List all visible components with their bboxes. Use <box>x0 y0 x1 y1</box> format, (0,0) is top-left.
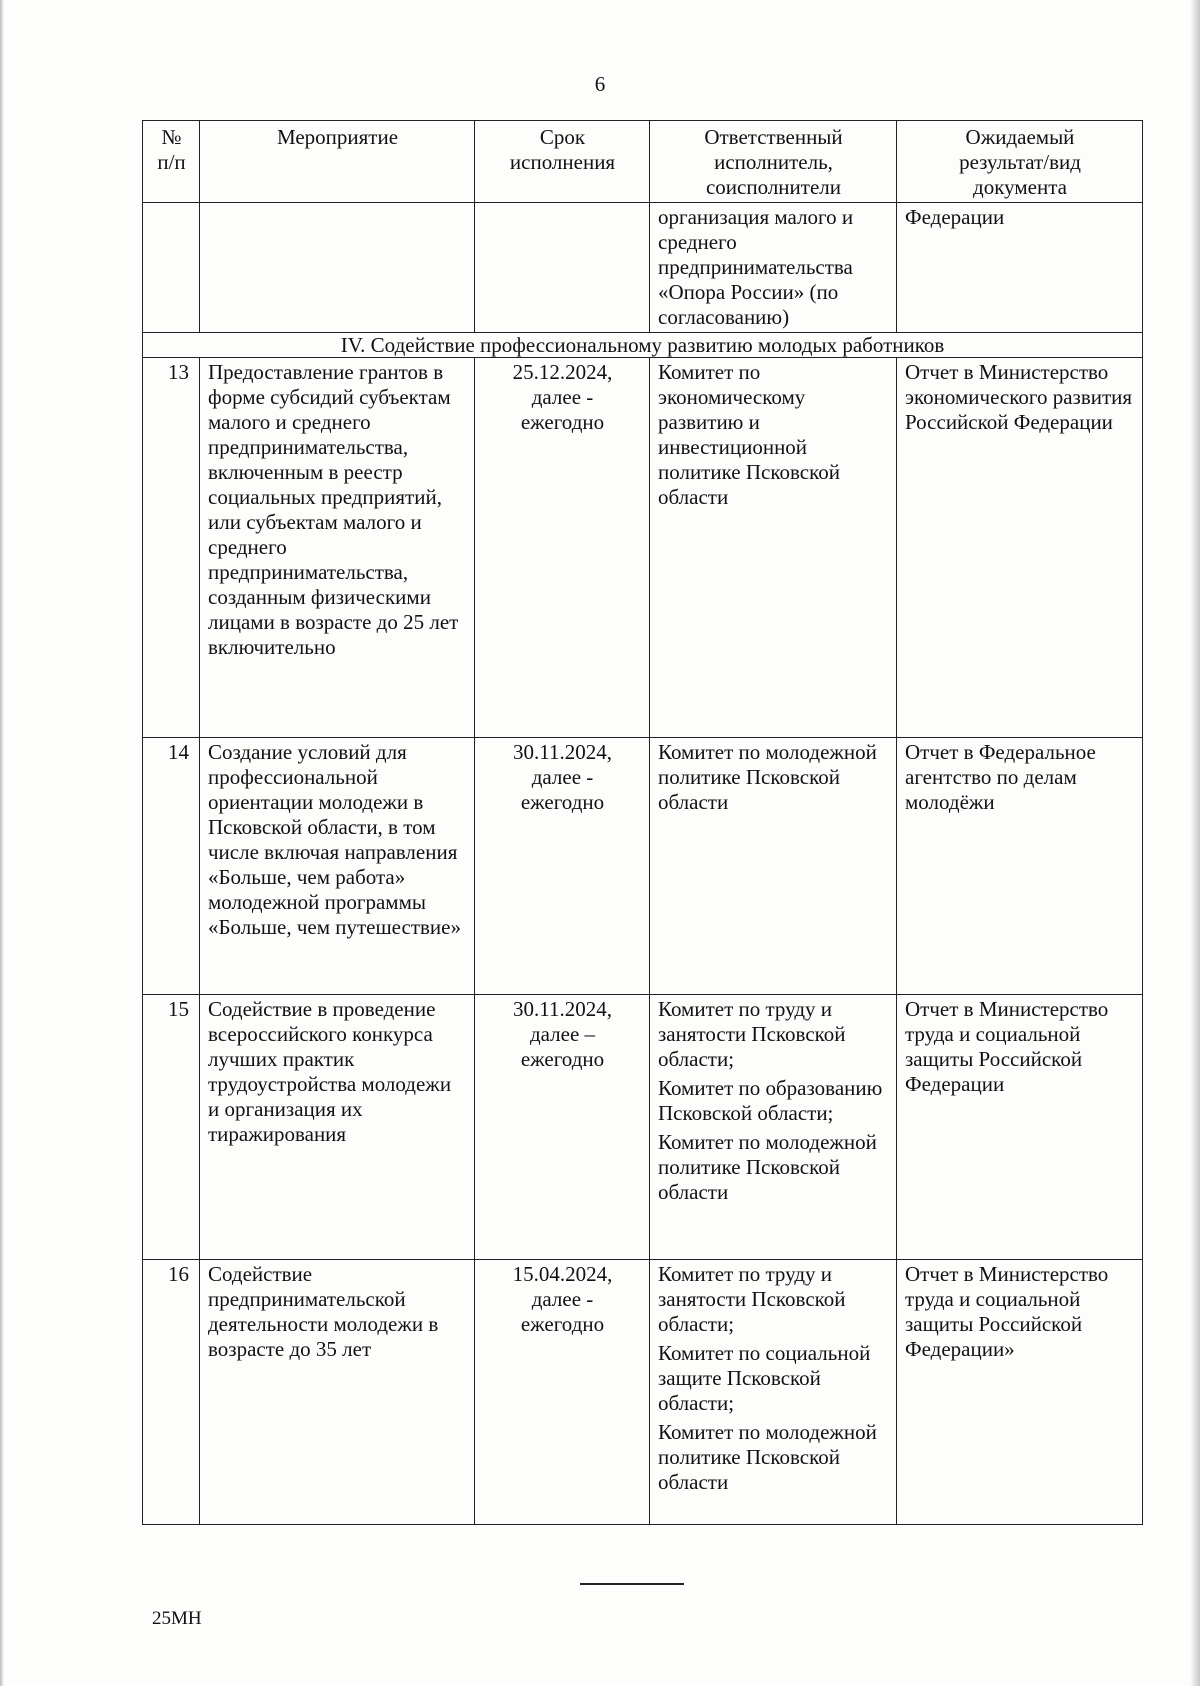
section-title: IV. Содействие профессиональному развитию молодых работников <box>143 333 1143 358</box>
row-responsible <box>650 738 897 995</box>
row-deadline: 15.04.2024, далее - ежегодно <box>475 1260 650 1525</box>
responsible-item: Комитет по труду и занятости Псковской области; <box>658 997 846 1071</box>
responsible-item: Комитет по социальной защите Псковской области; <box>658 1341 871 1415</box>
continuation-row <box>143 203 1143 333</box>
row-num: 14 <box>143 738 200 995</box>
header-result: Ожидаемый результат/вид документа <box>897 121 1143 203</box>
responsible-item: Комитет по молодежной политике Псковской области <box>658 1130 877 1204</box>
page-number: 6 <box>594 72 606 96</box>
header-deadline: Срок исполнения <box>475 121 650 203</box>
continuation-deadline <box>475 203 650 333</box>
header-num: № п/п <box>143 121 200 203</box>
table-row <box>143 738 1143 995</box>
row-event: Создание условий для профессиональной ориентации молодежи в Псковской области, в том числе включая направления «Больше, чем работа» молодежной программы «Больше, чем путешествие» <box>200 738 475 995</box>
footer-separator-line <box>580 1583 684 1585</box>
header-event: Мероприятие <box>200 121 475 203</box>
plan-table <box>142 120 1143 1525</box>
row-event: Предоставление грантов в форме субсидий субъектам малого и среднего предпринимательства, включенным в реестр социальных предприятий, или субъектам малого и среднего предпринимательства, созданным физическими лицами в возрасте до 25 лет включительно <box>200 358 475 738</box>
row-result: Отчет в Министерство труда и социальной защиты Российской Федерации» <box>897 1260 1143 1525</box>
scan-edge-right <box>1190 0 1200 1686</box>
responsible-item: Комитет по молодежной политике Псковской области <box>658 1420 877 1494</box>
document-code: 25МН <box>152 1608 202 1629</box>
row-result: Отчет в Федеральное агентство по делам молодёжи <box>897 738 1143 995</box>
row-deadline: 30.11.2024, далее – ежегодно <box>475 995 650 1260</box>
continuation-num <box>143 203 200 333</box>
row-event: Содействие в проведение всероссийского конкурса лучших практик трудоустройства молодежи и организация их тиражирования <box>200 995 475 1260</box>
continuation-event <box>200 203 475 333</box>
scan-edge-left <box>0 0 4 1686</box>
continuation-responsible: организация малого и среднего предпринимательства «Опора России» (по согласованию) <box>650 203 897 333</box>
continuation-result: Федерации <box>897 203 1143 333</box>
table-row <box>143 358 1143 738</box>
row-responsible <box>650 358 897 738</box>
row-num: 13 <box>143 358 200 738</box>
responsible-item: Комитет по экономическому развитию и инвестиционной политике Псковской области <box>658 360 840 509</box>
table-row <box>143 995 1143 1260</box>
row-deadline: 30.11.2024, далее - ежегодно <box>475 738 650 995</box>
row-num: 16 <box>143 1260 200 1525</box>
row-event: Содействие предпринимательской деятельности молодежи в возрасте до 35 лет <box>200 1260 475 1525</box>
row-responsible <box>650 995 897 1260</box>
section-row <box>143 333 1143 358</box>
row-num: 15 <box>143 995 200 1260</box>
row-responsible <box>650 1260 897 1525</box>
responsible-item: Комитет по образованию Псковской области; <box>658 1076 883 1125</box>
table-row <box>143 1260 1143 1525</box>
table-header-row <box>143 121 1143 203</box>
row-result: Отчет в Министерство экономического развития Российской Федерации <box>897 358 1143 738</box>
row-result: Отчет в Министерство труда и социальной защиты Российской Федерации <box>897 995 1143 1260</box>
row-deadline: 25.12.2024, далее - ежегодно <box>475 358 650 738</box>
header-responsible: Ответственный исполнитель, соисполнители <box>650 121 897 203</box>
responsible-item: Комитет по труду и занятости Псковской области; <box>658 1262 846 1336</box>
responsible-item: Комитет по молодежной политике Псковской области <box>658 740 877 814</box>
